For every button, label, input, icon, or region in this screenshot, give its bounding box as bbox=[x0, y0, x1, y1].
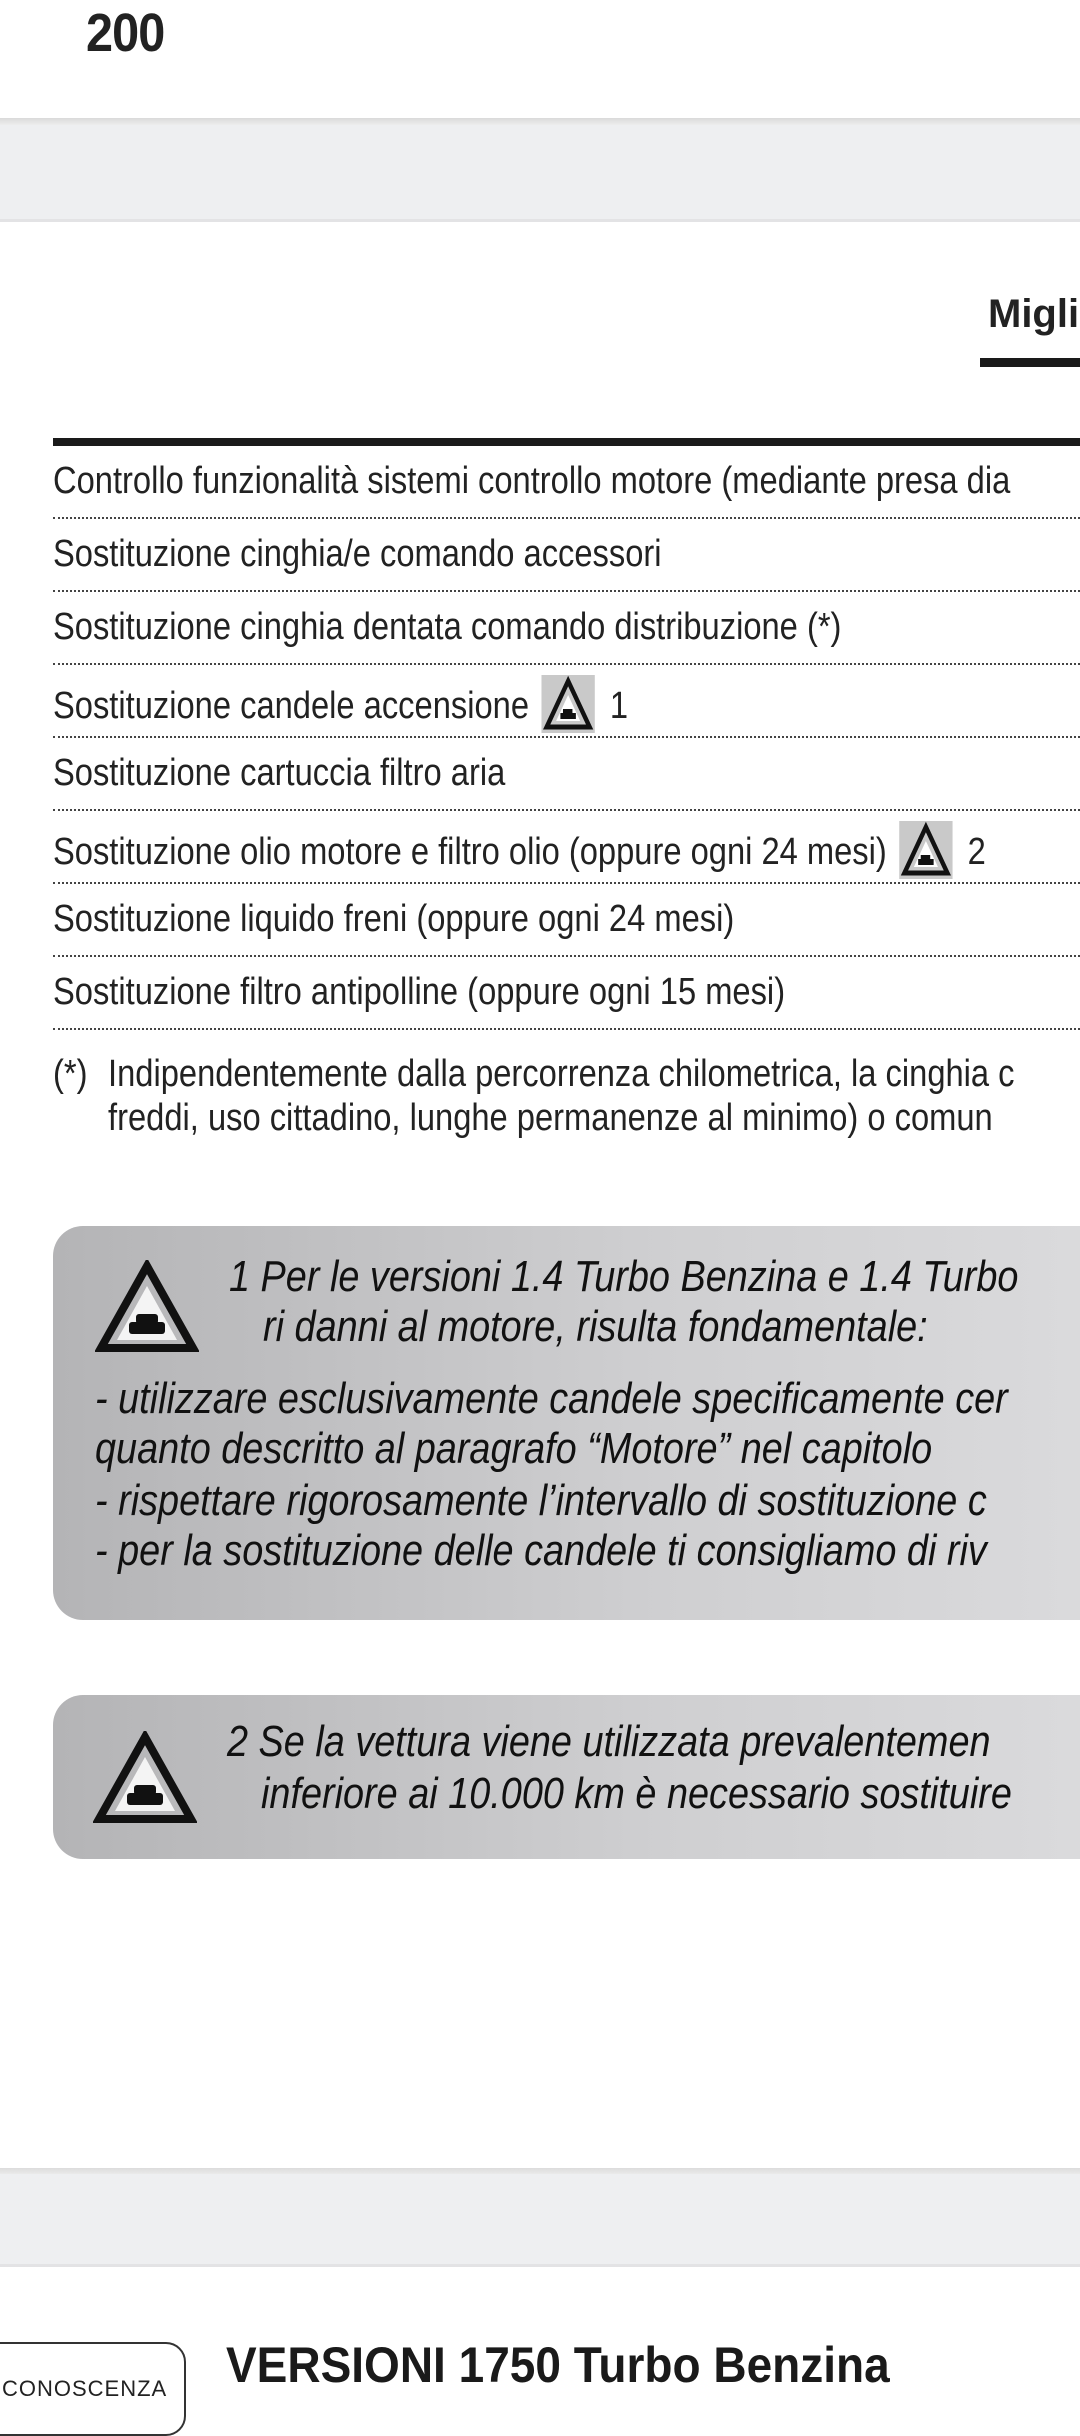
page-gap bbox=[0, 125, 1080, 220]
side-tab-label: CONOSCENZA bbox=[2, 2376, 168, 2401]
page-gap bbox=[0, 2174, 1080, 2266]
page-gap-edge bbox=[0, 219, 1080, 222]
row-label: Sostituzione liquido freni (oppure ogni 24 mesi) bbox=[53, 898, 735, 940]
car-warning-icon bbox=[93, 1731, 197, 1825]
warning-heading: inferiore ai 10.000 km è necessario sostituire bbox=[261, 1769, 1012, 1818]
warning-bullet: quanto descritto al paragrafo “Motore” nel capitolo bbox=[95, 1424, 933, 1473]
warning-bullet: - rispettare rigorosamente l’intervallo di sostituzione c bbox=[95, 1476, 987, 1525]
footnote-mark: (*) bbox=[53, 1053, 88, 1095]
warning-bullet: - per la sostituzione delle candele ti consigliamo di riv bbox=[95, 1526, 987, 1575]
row-label: Sostituzione cartuccia filtro aria bbox=[53, 752, 506, 794]
warning-heading: 1 Per le versioni 1.4 Turbo Benzina e 1.4 Turbo bbox=[229, 1252, 1019, 1301]
warning-heading: 2 Se la vettura viene utilizzata prevalentemen bbox=[227, 1717, 991, 1766]
page-gap-edge bbox=[0, 2264, 1080, 2267]
row-label: Controllo funzionalità sistemi controllo motore (mediante presa dia bbox=[53, 460, 1011, 502]
warning-panel bbox=[53, 1695, 1080, 1859]
footnote-line: freddi, uso cittadino, lunghe permanenze al minimo) o comun bbox=[108, 1097, 993, 1139]
table-row bbox=[53, 519, 1080, 592]
table-row bbox=[53, 957, 1080, 1030]
row-label-with-warning bbox=[53, 679, 628, 737]
row-label: Sostituzione cinghia/e comando accessori bbox=[53, 533, 662, 575]
section-title: VERSIONI 1750 Turbo Benzina bbox=[226, 2337, 890, 2393]
warning-panel bbox=[53, 1226, 1080, 1620]
row-label: Sostituzione filtro antipolline (oppure ogni 15 mesi) bbox=[53, 971, 786, 1013]
page-number: 200 bbox=[86, 3, 165, 63]
row-label-with-warning bbox=[53, 825, 986, 883]
row-label: Sostituzione candele accensione bbox=[53, 685, 530, 728]
footnote-line: Indipendentemente dalla percorrenza chilometrica, la cinghia c bbox=[108, 1053, 1015, 1095]
table-row bbox=[53, 592, 1080, 665]
warning-heading: ri danni al motore, risulta fondamentale: bbox=[263, 1302, 928, 1351]
table-top-rule bbox=[53, 438, 1080, 446]
row-label: Sostituzione cinghia dentata comando distribuzione (*) bbox=[53, 606, 842, 648]
table-row bbox=[53, 811, 1080, 884]
section-side-tab[interactable] bbox=[0, 2342, 186, 2436]
table-row bbox=[53, 665, 1080, 738]
warning-ref: 1 bbox=[609, 685, 629, 728]
table-row bbox=[53, 884, 1080, 957]
car-warning-icon bbox=[899, 821, 952, 879]
row-label: Sostituzione olio motore e filtro olio (oppure ogni 24 mesi) bbox=[53, 831, 887, 874]
warning-ref: 2 bbox=[967, 831, 986, 874]
car-warning-icon bbox=[95, 1260, 199, 1354]
column-header: Migli bbox=[988, 292, 1080, 336]
table-row bbox=[53, 446, 1080, 519]
column-header-underline bbox=[980, 358, 1080, 367]
car-warning-icon bbox=[541, 675, 594, 733]
warning-bullet: - utilizzare esclusivamente candele specificamente cer bbox=[95, 1374, 1008, 1423]
table-row bbox=[53, 738, 1080, 811]
